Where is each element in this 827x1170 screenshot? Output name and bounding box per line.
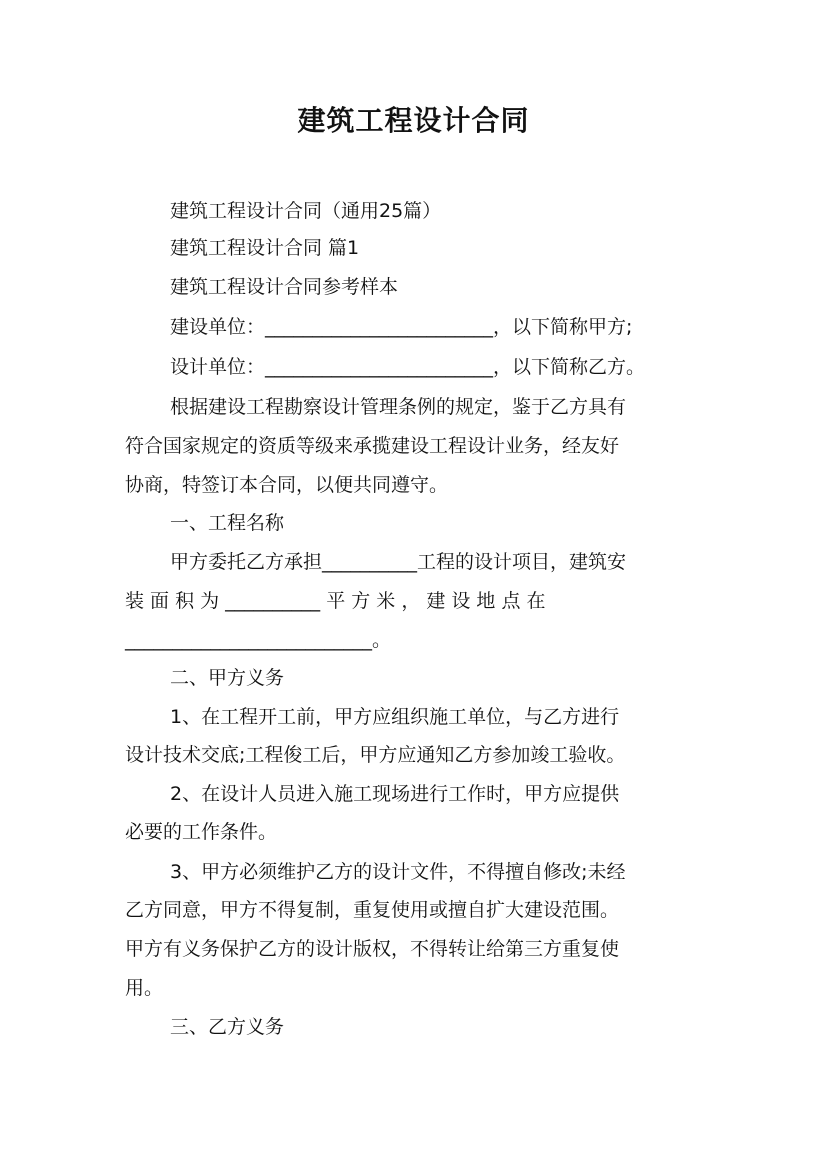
paragraph-line: 甲方委托乙方承担__________工程的设计项目，建筑安	[170, 551, 627, 573]
paragraph-line: 设计单位：________________________，以下简称乙方。	[170, 356, 646, 378]
section-heading: 三、乙方义务	[170, 1016, 285, 1038]
paragraph-line: 必要的工作条件。	[125, 821, 278, 843]
paragraph-line: 符合国家规定的资质等级来承揽建设工程设计业务，经友好	[125, 435, 620, 457]
paragraph-line: __________________________。	[125, 629, 392, 651]
paragraph-line: 设计技术交底;工程俊工后，甲方应通知乙方参加竣工验收。	[125, 744, 626, 766]
document-title: 建筑工程设计合同	[297, 104, 530, 137]
paragraph-line: 甲方有义务保护乙方的设计版权，不得转让给第三方重复使	[125, 938, 620, 960]
paragraph-line: 1、在工程开工前，甲方应组织施工单位，与乙方进行	[170, 706, 620, 728]
document-subtitle: 建筑工程设计合同（通用25篇）	[170, 200, 442, 222]
section-heading: 二、甲方义务	[170, 667, 285, 689]
section-heading: 一、工程名称	[170, 512, 285, 534]
paragraph-line: 装 面 积 为 __________ 平 方 米 ， 建 设 地 点 在	[125, 590, 546, 612]
paragraph-line: 建设单位：________________________，以下简称甲方;	[170, 316, 633, 338]
paragraph-line: 建筑工程设计合同参考样本	[170, 276, 399, 298]
paragraph-line: 根据建设工程勘察设计管理条例的规定，鉴于乙方具有	[170, 396, 627, 418]
section-heading: 建筑工程设计合同 篇1	[170, 237, 360, 259]
paragraph-line: 2、在设计人员进入施工现场进行工作时，甲方应提供	[170, 783, 620, 805]
paragraph-line: 3、甲方必须维护乙方的设计文件，不得擅自修改;未经	[170, 861, 626, 883]
paragraph-line: 协商，特签订本合同，以便共同遵守。	[125, 474, 449, 496]
paragraph-line: 乙方同意，甲方不得复制，重复使用或擅自扩大建设范围。	[125, 899, 620, 921]
paragraph-line: 用。	[125, 977, 164, 999]
